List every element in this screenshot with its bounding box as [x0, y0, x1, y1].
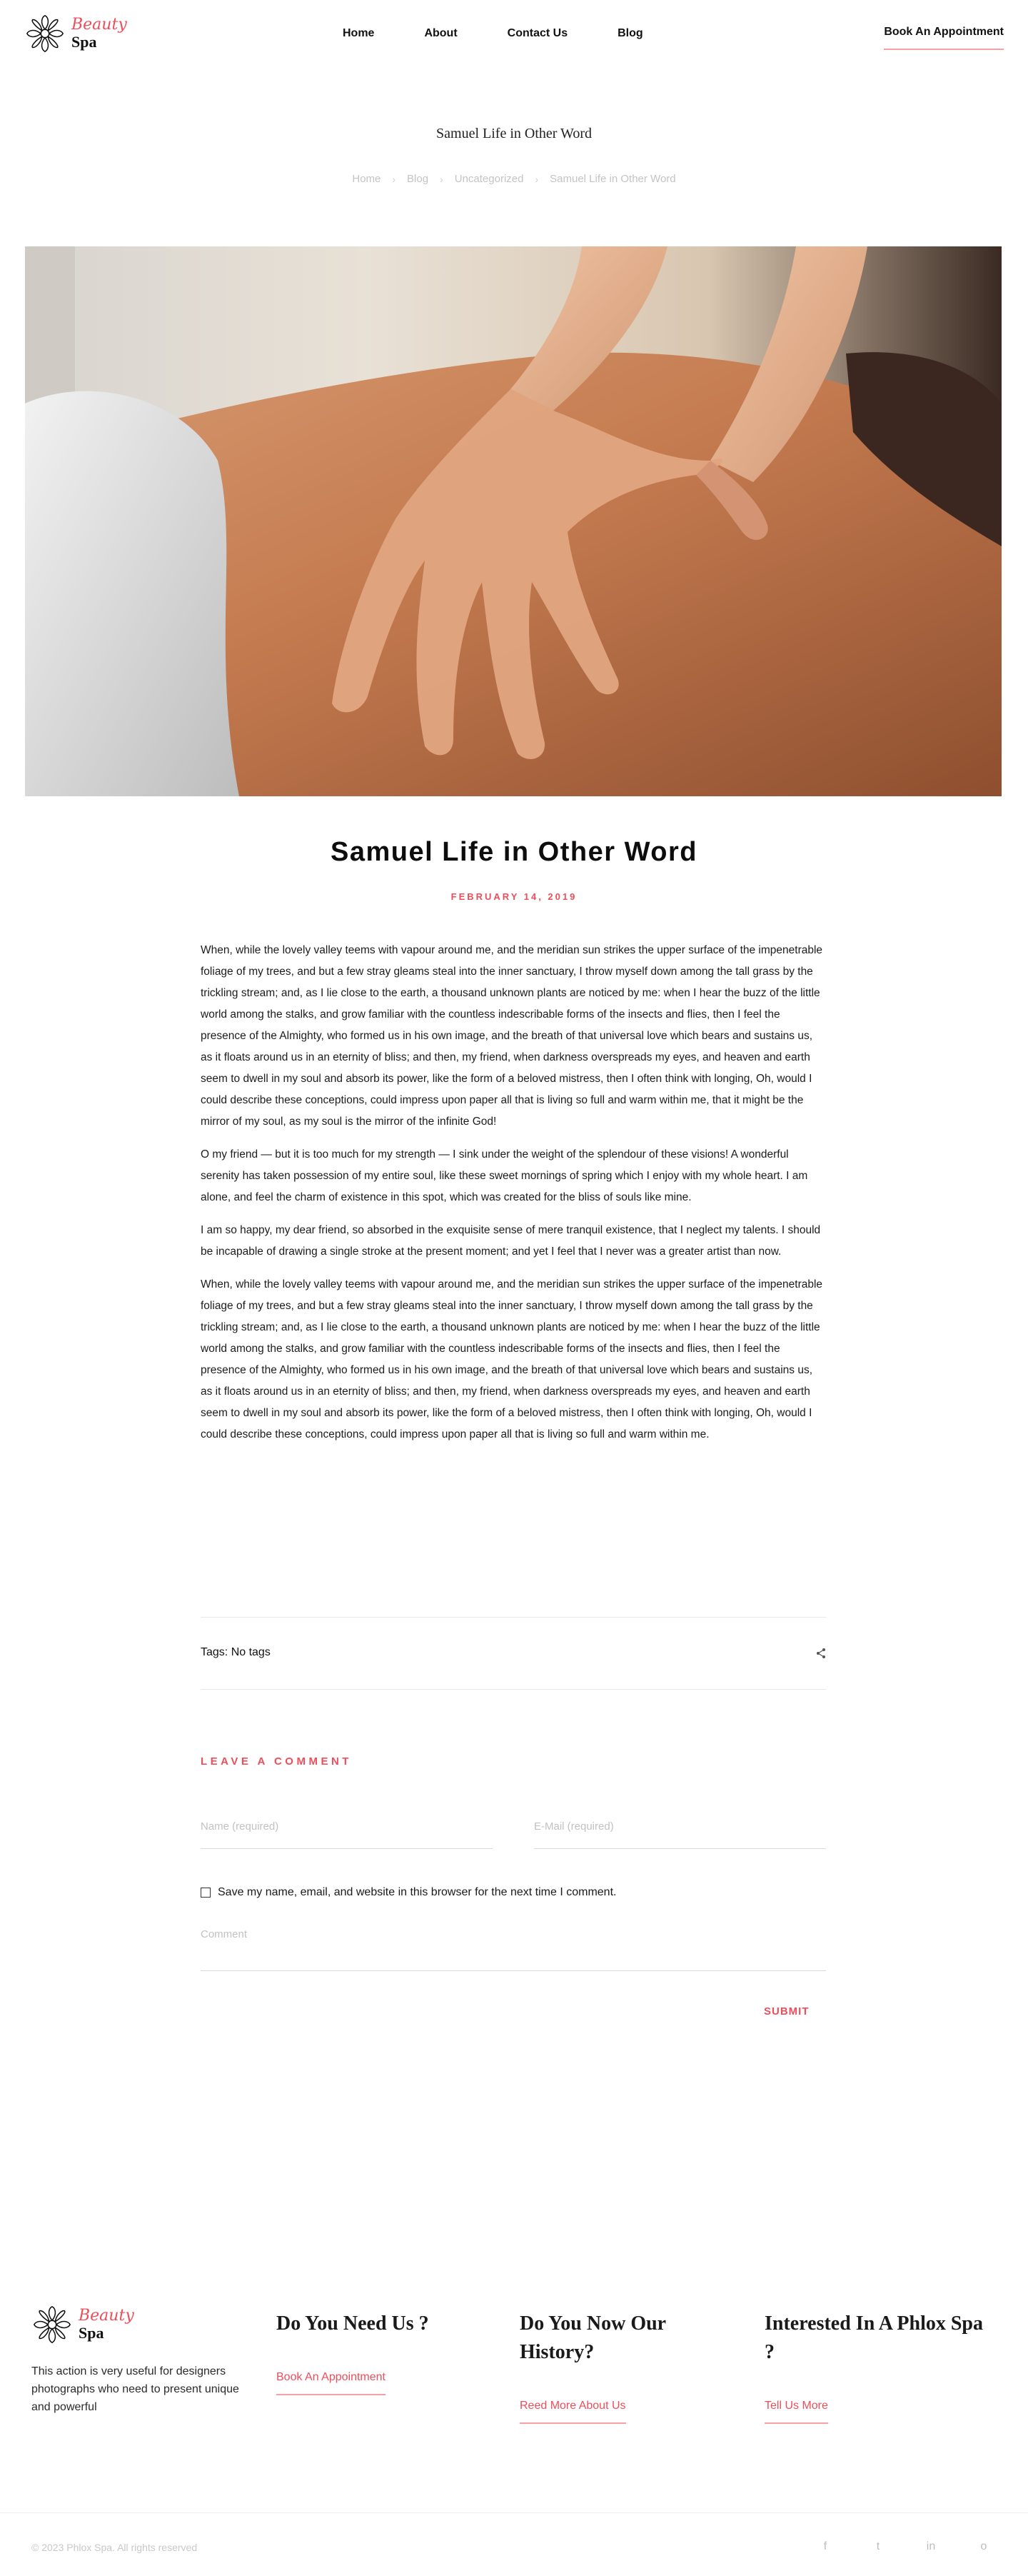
submit-button[interactable]: SUBMIT: [764, 2005, 810, 2018]
logo-script-text: Beauty: [71, 16, 127, 34]
article-date: FEBRUARY 14, 2019: [450, 891, 578, 902]
logo-word-text: Spa: [71, 33, 97, 51]
article-paragraph: O my friend — but it is too much for my strength — I sink under the weight of the splendour of these visions! A wonderful serenity has taken possession of my entire soul, like these sweet mornings of spring which I enjoy with my whole heart. I am alone, and feel the charm of existence in this spot, which was created for the bliss of souls like mine.: [201, 1148, 808, 1203]
site-header: [0, 0, 1028, 71]
site-logo[interactable]: [24, 13, 127, 54]
footer-read-more-link[interactable]: Reed More About Us: [520, 2400, 626, 2424]
breadcrumb-category[interactable]: Uncategorized: [454, 173, 524, 185]
share-icon[interactable]: [816, 1648, 826, 1659]
chevron-right-icon: ›: [392, 173, 396, 185]
lotus-logo-icon: [31, 2304, 73, 2345]
logo-word-text: Spa: [79, 2324, 104, 2342]
article-body: [201, 940, 826, 1457]
article-paragraph: When, while the lovely valley teems with vapour around me, and the meridian sun strikes the upper surface of the impenetrable foliage of my trees, and but a few stray gleams steal into the inner sanctuary, I throw myself down among the tall grass by the trickling stream; and, as I lie close to the earth, a thousand unknown plants are noticed by me: when I hear the buzz of the little world among the stalks, and grow familiar with the countless indescribable forms of the insects and flies, then I feel the presence of the Almighty, who formed us in his own image, and the breath of that universal love which bears and sustains us, as it floats around us in an eternity of bliss; and then, my friend, when darkness overspreads my eyes, and heaven and earth seem to dwell in my soul and absorb its power, like the form of a beloved mistress, then I often think with longing, Oh, would I could describe these conceptions, could impress upon paper all that is living so full and warm within me.: [201, 1278, 823, 1440]
nav-blog[interactable]: Blog: [618, 27, 643, 39]
tags-label: Tags: No tags: [201, 1646, 271, 1658]
nav-about[interactable]: About: [424, 27, 458, 39]
logo-script-text: Beauty: [79, 2307, 134, 2325]
save-info-checkbox[interactable]: [201, 1888, 211, 1898]
page-title: Samuel Life in Other Word: [436, 126, 592, 141]
email-input[interactable]: [534, 1815, 826, 1849]
nav-home[interactable]: Home: [343, 27, 375, 39]
twitter-icon[interactable]: t: [876, 2540, 880, 2552]
footer-bottom-bar: [0, 2512, 1028, 2576]
copyright-text: © 2023 Phlox Spa. All rights reserved: [31, 2542, 198, 2553]
breadcrumb-home[interactable]: Home: [352, 173, 381, 185]
article-paragraph: I am so happy, my dear friend, so absorbed in the exquisite sense of mere tranquil existence, that I neglect my talents. I should be incapable of drawing a single stroke at the present moment; and yet I feel that I never was a greater artist than now.: [201, 1224, 821, 1258]
instagram-icon[interactable]: o: [980, 2540, 987, 2552]
footer-tell-us-more-link[interactable]: Tell Us More: [765, 2400, 828, 2424]
name-input[interactable]: [201, 1815, 493, 1849]
lotus-logo-icon: [24, 13, 66, 54]
nav-contact-us[interactable]: Contact Us: [507, 27, 568, 39]
footer-book-appointment-link[interactable]: Book An Appointment: [276, 2371, 386, 2395]
article-title: Samuel Life in Other Word: [331, 837, 697, 867]
footer-column-title: Do You Now Our History?: [520, 2312, 666, 2363]
hero-image: [25, 246, 1002, 796]
social-links: [820, 2540, 989, 2553]
footer-column: [765, 2310, 993, 2424]
footer-logo[interactable]: [31, 2304, 134, 2345]
comment-textarea[interactable]: [201, 1928, 826, 1971]
save-info-row[interactable]: [201, 1886, 616, 1899]
chevron-right-icon: ›: [440, 173, 443, 185]
linkedin-icon[interactable]: in: [926, 2540, 936, 2552]
breadcrumb-current: Samuel Life in Other Word: [550, 173, 676, 185]
facebook-icon[interactable]: f: [823, 2540, 827, 2552]
tags-bar: [201, 1617, 826, 1690]
footer-column-title: Do You Need Us ?: [276, 2312, 429, 2335]
footer-description: This action is very useful for designers photographs who need to present unique and powerful: [31, 2365, 239, 2413]
footer-column: [276, 2310, 490, 2395]
chevron-right-icon: ›: [535, 173, 539, 185]
breadcrumb-blog[interactable]: Blog: [407, 173, 429, 185]
article-paragraph: When, while the lovely valley teems with vapour around me, and the meridian sun strikes the upper surface of the impenetrable foliage of my trees, and but a few stray gleams steal into the inner sanctuary, I throw myself down among the tall grass by the trickling stream; and, as I lie close to the earth, a thousand unknown plants are noticed by me: when I hear the buzz of the little world among the stalks, and grow familiar with the countless indescribable forms of the insects and flies, then I feel the presence of the Almighty, who formed us in his own image, and the breath of that universal love which bears and sustains us, as it floats around us in an eternity of bliss; and then, my friend, when darkness overspreads my eyes, and heaven and earth seem to dwell in my soul and absorb its power, like the form of a beloved mistress, then I often think with longing, Oh, would I could describe these conceptions, could impress upon paper all that is living so full and warm within me, that it might be the mirror of my soul, as my soul is the mirror of the infinite God!: [201, 944, 823, 1128]
leave-comment-heading: LEAVE A COMMENT: [201, 1755, 352, 1768]
breadcrumb: [0, 173, 1028, 185]
main-nav: [343, 27, 693, 40]
footer-column: [520, 2310, 734, 2424]
book-appointment-button[interactable]: Book An Appointment: [884, 26, 1004, 50]
footer-column-title: Interested In A Phlox Spa ?: [765, 2312, 983, 2363]
save-info-label: Save my name, email, and website in this browser for the next time I comment.: [218, 1886, 617, 1898]
